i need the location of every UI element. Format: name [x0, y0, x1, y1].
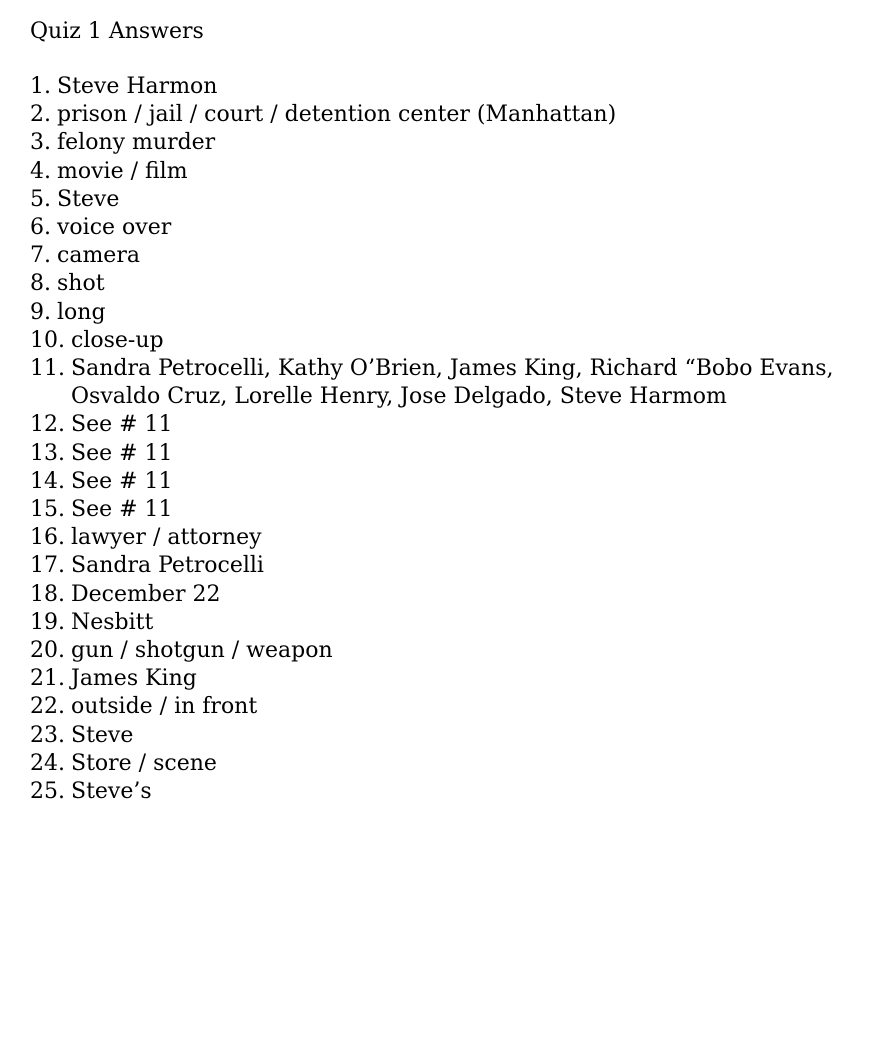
answer-number: 17. [30, 553, 65, 579]
answer-number: 15. [30, 497, 65, 523]
answer-item [30, 609, 850, 637]
answer-item [30, 242, 850, 270]
answer-item [30, 299, 850, 327]
answer-item [30, 693, 850, 721]
answer-number: 25. [30, 779, 65, 805]
page-title: Quiz 1 Answers [30, 19, 204, 44]
answer-text: James King [71, 666, 197, 692]
answer-number: 10. [30, 327, 65, 353]
answer-number: 5. [30, 186, 51, 212]
answer-text: See # 11 [71, 497, 173, 523]
answer-number: 9. [30, 299, 51, 325]
answer-item [30, 552, 850, 580]
answer-number: 2. [30, 102, 51, 128]
answer-number: 16. [30, 525, 65, 551]
answer-text: Steve Harmon [57, 74, 218, 99]
answer-text: Steve [57, 186, 120, 212]
answer-text: shot [57, 271, 105, 297]
answer-number: 1. [30, 74, 51, 99]
answer-item [30, 524, 850, 552]
answer-number: 11. [30, 356, 65, 382]
answer-text: Sandra Petrocelli, Kathy O’Brien, James King, Richard “Bobo Evans, Osvaldo Cruz, Lorelle Henry, Jose Delgado, Steve Harmom [71, 356, 834, 410]
answer-item [30, 129, 850, 157]
answer-item [30, 73, 850, 101]
answer-number: 4. [30, 158, 51, 184]
answer-text: camera [57, 243, 140, 269]
answer-item [30, 665, 850, 693]
answer-text: movie / film [57, 158, 188, 184]
answer-list [30, 73, 850, 806]
answer-number: 12. [30, 412, 65, 438]
answer-number: 22. [30, 694, 65, 720]
answer-item [30, 186, 850, 214]
answer-text: See # 11 [71, 468, 173, 494]
answer-number: 13. [30, 440, 65, 466]
answer-item [30, 101, 850, 129]
answer-text: Store / scene [71, 750, 217, 776]
answer-text: long [57, 299, 106, 325]
answer-item [30, 270, 850, 298]
answer-text: Sandra Petrocelli [71, 553, 264, 579]
answer-text: felony murder [57, 130, 216, 156]
answer-number: 14. [30, 468, 65, 494]
answer-item [30, 440, 850, 468]
answer-text: December 22 [71, 581, 221, 607]
answer-item [30, 722, 850, 750]
answer-item [30, 355, 850, 411]
answer-item [30, 581, 850, 609]
answer-item [30, 750, 850, 778]
answer-text: prison / jail / court / detention center (Manhattan) [57, 102, 617, 128]
answer-item [30, 637, 850, 665]
answer-number: 19. [30, 609, 65, 635]
answer-number: 8. [30, 271, 51, 297]
answer-number: 3. [30, 130, 51, 156]
answer-item [30, 496, 850, 524]
answer-number: 24. [30, 750, 65, 776]
answer-item [30, 158, 850, 186]
answer-number: 7. [30, 243, 51, 269]
answer-text: See # 11 [71, 440, 173, 466]
answer-text: Steve’s [71, 779, 152, 805]
answer-text: Nesbitt [71, 609, 154, 635]
spacer [30, 49, 850, 73]
answer-text: voice over [57, 215, 172, 241]
answer-number: 20. [30, 638, 65, 664]
answer-text: lawyer / attorney [71, 525, 262, 551]
answer-number: 21. [30, 666, 65, 692]
answer-item [30, 411, 850, 439]
answer-number: 23. [30, 722, 65, 748]
answer-item [30, 778, 850, 806]
answer-item [30, 468, 850, 496]
answer-text: close-up [71, 327, 164, 353]
document-page [30, 15, 850, 806]
answer-item [30, 327, 850, 355]
answer-number: 6. [30, 215, 51, 241]
answer-text: outside / in front [71, 694, 258, 720]
answer-item [30, 214, 850, 242]
answer-number: 18. [30, 581, 65, 607]
answer-text: Steve [71, 722, 134, 748]
answer-text: See # 11 [71, 412, 173, 438]
answer-text: gun / shotgun / weapon [71, 638, 333, 664]
